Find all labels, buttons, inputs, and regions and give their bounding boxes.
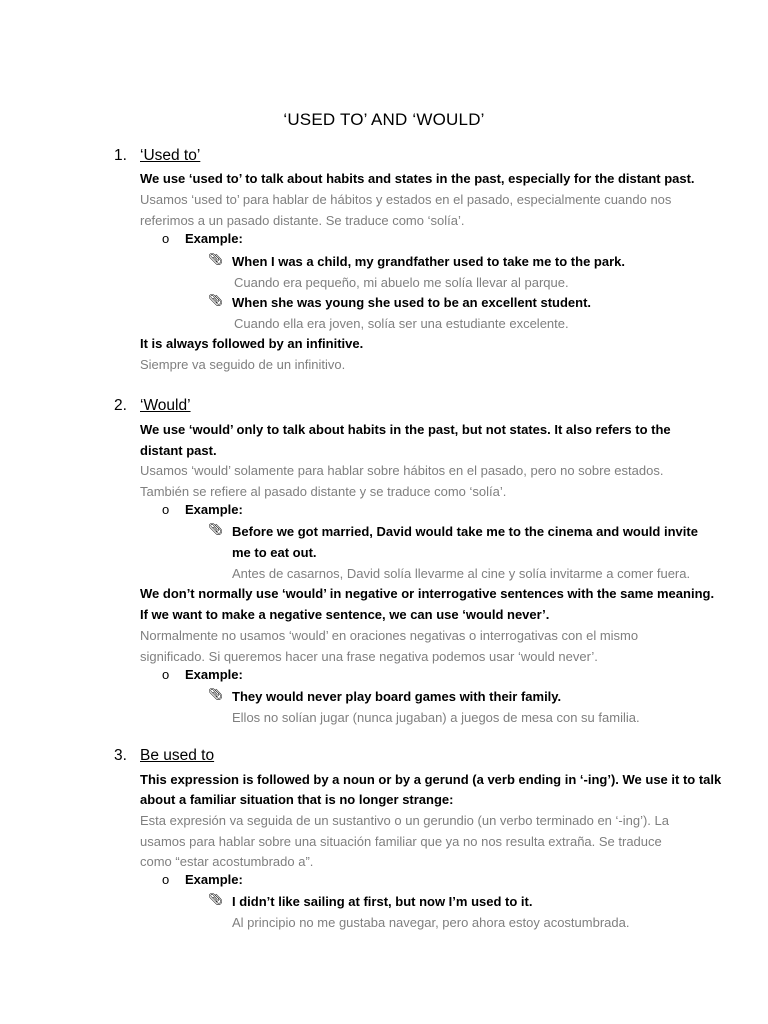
page-title: ‘USED TO’ AND ‘WOULD’	[283, 110, 485, 129]
spanish-text: Esta expresión va seguida de un sustantivo o un gerundio (un verbo terminado en ‘-ing’). La	[140, 813, 669, 828]
english-text: about a familiar situation that is no longer strange:	[140, 792, 454, 807]
example-english: They would never play board games with their family.	[232, 689, 562, 704]
example-spanish: Ellos no solían jugar (nunca jugaban) a juegos de mesa con su familia.	[232, 710, 640, 725]
paperclip-icon: 📎︎	[208, 252, 224, 266]
spanish-text: usamos para hablar sobre una situación familiar que ya no nos resulta extraña. Se traduce	[140, 834, 662, 849]
spanish-text: Usamos ‘used to’ para hablar de hábitos y estados en el pasado, especialmente cuando nos	[140, 192, 672, 207]
example-label: Example:	[185, 667, 243, 682]
paperclip-icon: 📎︎	[208, 293, 224, 307]
spanish-text: significado. Si queremos hacer una frase negativa podemos usar ‘would never’.	[140, 649, 598, 664]
section-number: 1.	[114, 147, 127, 164]
bullet-icon: o	[162, 667, 170, 682]
bullet-icon: o	[162, 872, 170, 887]
example-english: When I was a child, my grandfather used to take me to the park.	[232, 254, 625, 269]
english-text: It is always followed by an infinitive.	[140, 336, 364, 351]
section-number: 3.	[114, 747, 127, 764]
section-number: 2.	[114, 397, 127, 414]
example-spanish: Antes de casarnos, David solía llevarme al cine y solía invitarme a comer fuera.	[232, 566, 691, 581]
example-label: Example:	[185, 872, 243, 887]
bullet-icon: o	[162, 502, 170, 517]
example-english: me to eat out.	[232, 545, 317, 560]
section-heading: ‘Would’	[140, 397, 191, 414]
spanish-text: Siempre va seguido de un infinitivo.	[140, 357, 346, 372]
example-english: I didn’t like sailing at first, but now I’m used to it.	[232, 894, 533, 909]
example-label: Example:	[185, 502, 243, 517]
paperclip-icon: 📎︎	[208, 522, 224, 536]
english-text: distant past.	[140, 443, 217, 458]
english-text: If we want to make a negative sentence, we can use ‘would never’.	[140, 607, 550, 622]
example-spanish: Al principio no me gustaba navegar, pero ahora estoy acostumbrada.	[232, 915, 630, 930]
paperclip-icon: 📎︎	[208, 687, 224, 701]
english-text: We use ‘used to’ to talk about habits and states in the past, especially for the distant past.	[140, 171, 695, 186]
section-heading: Be used to	[140, 747, 215, 764]
spanish-text: Usamos ‘would’ solamente para hablar sobre hábitos en el pasado, pero no sobre estados.	[140, 463, 664, 478]
example-spanish: Cuando era pequeño, mi abuelo me solía llevar al parque.	[234, 275, 569, 290]
example-spanish: Cuando ella era joven, solía ser una estudiante excelente.	[234, 316, 569, 331]
english-text: We don’t normally use ‘would’ in negative or interrogative sentences with the same meaning.	[140, 586, 715, 601]
spanish-text: referimos a un pasado distante. Se traduce como ‘solía’.	[140, 213, 465, 228]
paperclip-icon: 📎︎	[208, 892, 224, 906]
english-text: This expression is followed by a noun or by a gerund (a verb ending in ‘-ing’). We use it to talk	[140, 772, 722, 787]
spanish-text: como “estar acostumbrado a”.	[140, 854, 314, 869]
example-english: When she was young she used to be an excellent student.	[232, 295, 592, 310]
english-text: We use ‘would’ only to talk about habits in the past, but not states. It also refers to the	[140, 422, 671, 437]
spanish-text: Normalmente no usamos ‘would’ en oraciones negativas o interrogativas con el mismo	[140, 628, 639, 643]
example-label: Example:	[185, 231, 243, 246]
example-english: Before we got married, David would take me to the cinema and would invite	[232, 524, 698, 539]
spanish-text: También se refiere al pasado distante y se traduce como ‘solía’.	[140, 484, 507, 499]
bullet-icon: o	[162, 231, 170, 246]
section-heading: ‘Used to’	[140, 147, 201, 164]
